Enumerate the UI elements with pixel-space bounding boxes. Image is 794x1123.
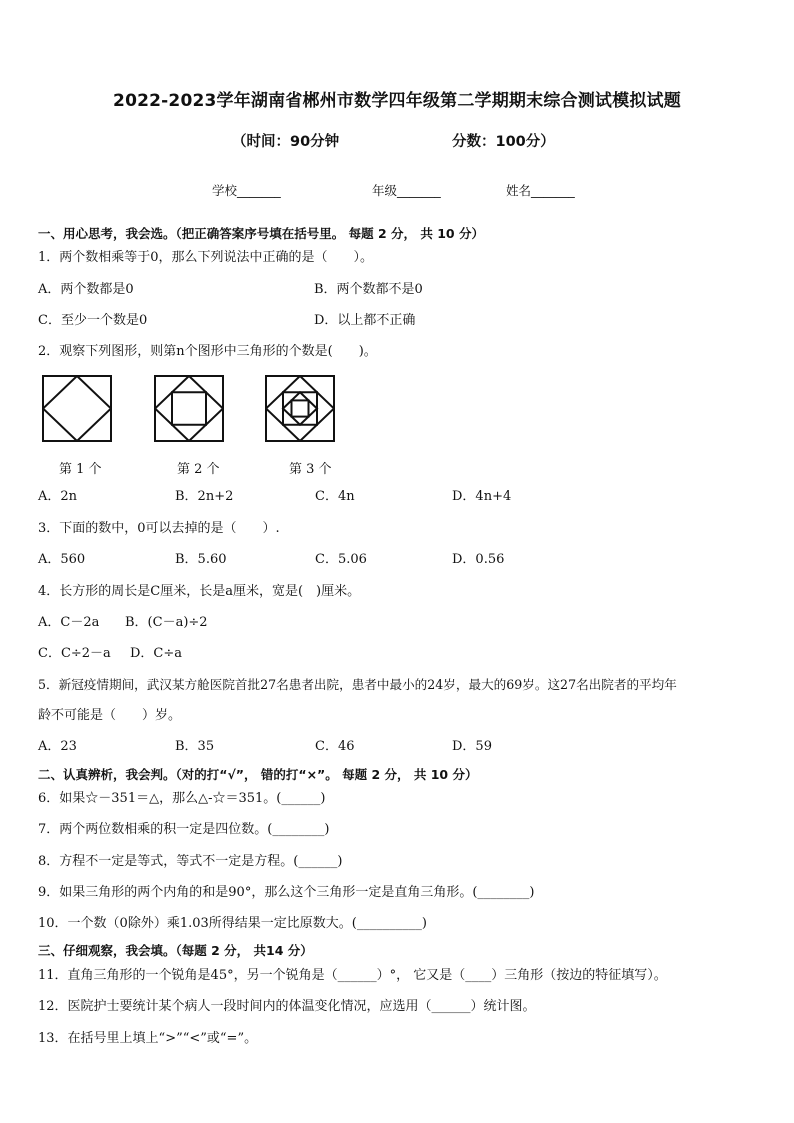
q2-option-d: D．4n+4 <box>452 489 512 504</box>
q1-option-a: A．两个数都是0 <box>38 282 134 297</box>
q3-option-a: A．560 <box>38 552 86 567</box>
q5-stem-line-2: 龄不可能是（ ）岁。 <box>38 708 182 723</box>
q4-option-c: C．C÷2－a <box>38 646 111 661</box>
q4-option-b: B．(C－a)÷2 <box>125 615 208 630</box>
figure-3-caption: 第 3 个 <box>289 462 332 477</box>
q4-stem: 4．长方形的周长是C厘米，长是a厘米，宽是( )厘米。 <box>38 584 361 599</box>
figure-3 <box>265 375 335 442</box>
q2-option-a: A．2n <box>38 489 78 504</box>
q3-option-c: C．5.06 <box>315 552 367 567</box>
q7: 7．两个两位数相乘的积一定是四位数。(________) <box>38 822 330 837</box>
section-3-heading: 三、仔细观察，我会填。（每题 2 分， 共14 分） <box>38 943 313 958</box>
school-field: 学校_______ <box>212 183 281 198</box>
figure-1 <box>42 375 112 442</box>
q13: 13．在括号里上填上“>”“<”或“=”。 <box>38 1031 258 1046</box>
section-1-heading: 一、用心思考，我会选。（把正确答案序号填在括号里。 每题 2 分， 共 10 分） <box>38 226 484 241</box>
section-2-heading: 二、认真辨析，我会判。（对的打“√”， 错的打“×”。 每题 2 分， 共 10 分） <box>38 767 478 782</box>
q10: 10．一个数（0除外）乘1.03所得结果一定比原数大。(__________) <box>38 916 427 931</box>
exam-time: （时间：90分钟 <box>232 134 340 150</box>
name-field: 姓名_______ <box>506 183 575 198</box>
q1-option-c: C．至少一个数是0 <box>38 313 148 328</box>
figure-2-caption: 第 2 个 <box>177 462 220 477</box>
figure-1-caption: 第 1 个 <box>59 462 102 477</box>
q12: 12．医院护士要统计某个病人一段时间内的体温变化情况，应选用（______）统计图。 <box>38 999 536 1014</box>
figure-2 <box>154 375 224 442</box>
q1-option-b: B．两个数都不是0 <box>314 282 423 297</box>
q2-stem: 2．观察下列图形，则第n个图形中三角形的个数是( )。 <box>38 344 377 359</box>
q5-option-d: D．59 <box>452 739 492 754</box>
q5-option-b: B．35 <box>175 739 215 754</box>
q5-stem-line-1: 5．新冠疫情期间，武汉某方舱医院首批27名患者出院，患者中最小的24岁，最大的69岁。这27名出院者的平均年 <box>38 677 677 692</box>
q3-stem: 3．下面的数中，0可以去掉的是（ ）. <box>38 521 280 536</box>
q4-option-d: D．C÷a <box>130 646 183 661</box>
q8: 8．方程不一定是等式，等式不一定是方程。(______) <box>38 854 343 869</box>
q1-option-d: D．以上都不正确 <box>314 313 416 328</box>
exam-score: 分数：100分） <box>452 134 555 150</box>
grade-field: 年级_______ <box>372 183 441 198</box>
q6: 6．如果☆－351＝△，那么△-☆＝351。(______) <box>38 791 326 806</box>
page-title: 2022-2023学年湖南省郴州市数学四年级第二学期期末综合测试模拟试题 <box>113 91 681 111</box>
q5-option-a: A．23 <box>38 739 77 754</box>
q3-option-b: B．5.60 <box>175 552 227 567</box>
q4-option-a: A．C－2a <box>38 615 100 630</box>
q9: 9．如果三角形的两个内角的和是90°，那么这个三角形一定是直角三角形。(________) <box>38 885 535 900</box>
q3-option-d: D．0.56 <box>452 552 505 567</box>
q11: 11．直角三角形的一个锐角是45°，另一个锐角是（______）°， 它又是（____）三角形（按边的特征填写）。 <box>38 968 667 983</box>
q2-option-b: B．2n+2 <box>175 489 234 504</box>
q1-stem: 1．两个数相乘等于0，那么下列说法中正确的是（ ）。 <box>38 250 374 265</box>
q5-option-c: C．46 <box>315 739 355 754</box>
q2-option-c: C．4n <box>315 489 355 504</box>
